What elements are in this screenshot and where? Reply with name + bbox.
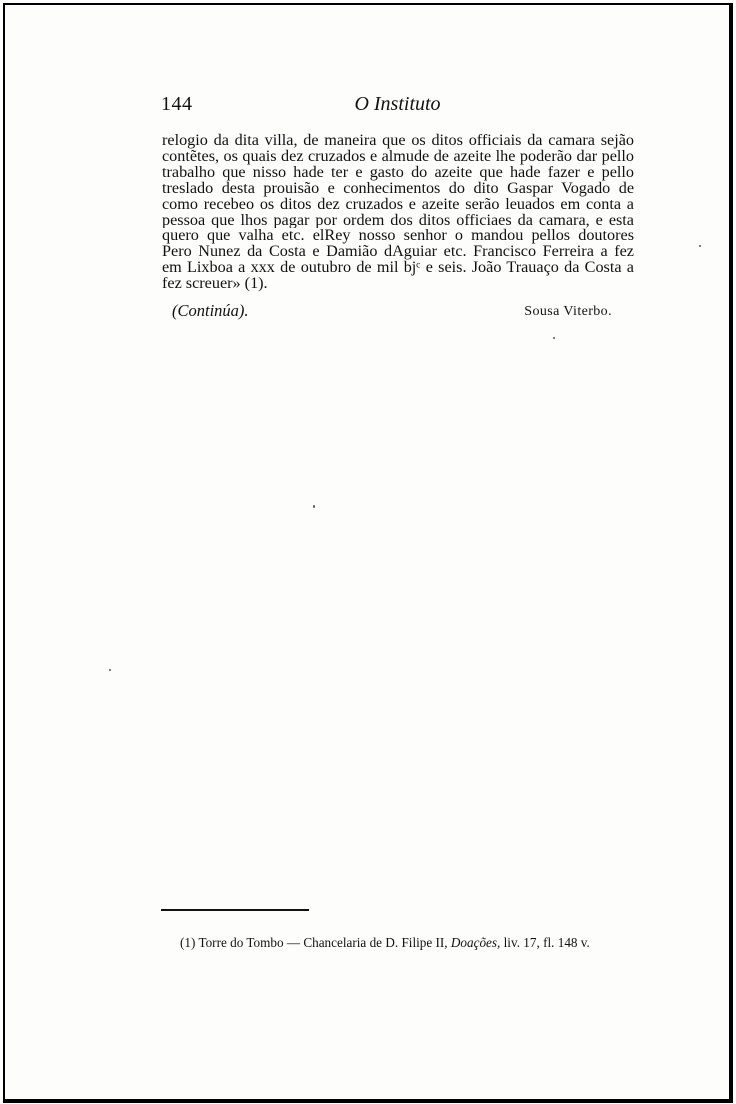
paper-speck [699,245,701,247]
footnote-reference: liv. 17, fl. 148 v. [503,935,590,950]
footnote-marker: (1) [180,935,196,950]
author-signature: Sousa Viterbo. [524,304,612,319]
text-line: relogio da dita villa, de maneira que os ditos officiais da camara sejão [162,133,634,149]
footnote [180,935,640,951]
body-text [162,133,634,292]
text-line: como recebeo os ditos dez cruzados e azeite serão leuados em conta a [162,196,634,213]
running-title: O Instituto [354,93,441,115]
page-header [161,89,634,119]
text-line: quero que valha etc. elRey nosso senhor o mandou pellos doutores [162,228,634,245]
text-line: pessoa que lhos pagar por ordem dos ditos officiaes da camara, e esta [162,212,634,229]
signoff [162,301,634,323]
footnote-italic-text: Doações, [450,935,501,950]
footnote-divider [161,909,309,911]
page-frame [3,3,733,1103]
text-line: fez screuer» (1). [162,276,268,293]
text-line: em Lixboa a xxx de outubro de mil bjᶜ e seis. João Trauaço da Costa a [162,260,634,277]
text-line: contẽtes, os quais dez cruzados e almude de azeite lhe poderão dar pello [162,148,634,165]
paper-speck [109,669,111,671]
paper-speck [313,505,315,508]
continua-note: (Continúa). [172,301,249,320]
text-line: trabalho que nisso hade ter e gasto do azeite que hade fazer e pello [162,164,634,181]
text-line: Pero Nunez da Costa e Damião dAguiar etc. Francisco Ferreira a fez [162,244,634,261]
paper-speck [553,337,555,339]
text-line: treslado desta prouisão e conhecimentos do dito Gaspar Vogado de [162,180,634,197]
footnote-text: Torre do Tombo — Chancelaria de D. Filipe II, [198,935,448,950]
page-number: 144 [161,93,193,115]
